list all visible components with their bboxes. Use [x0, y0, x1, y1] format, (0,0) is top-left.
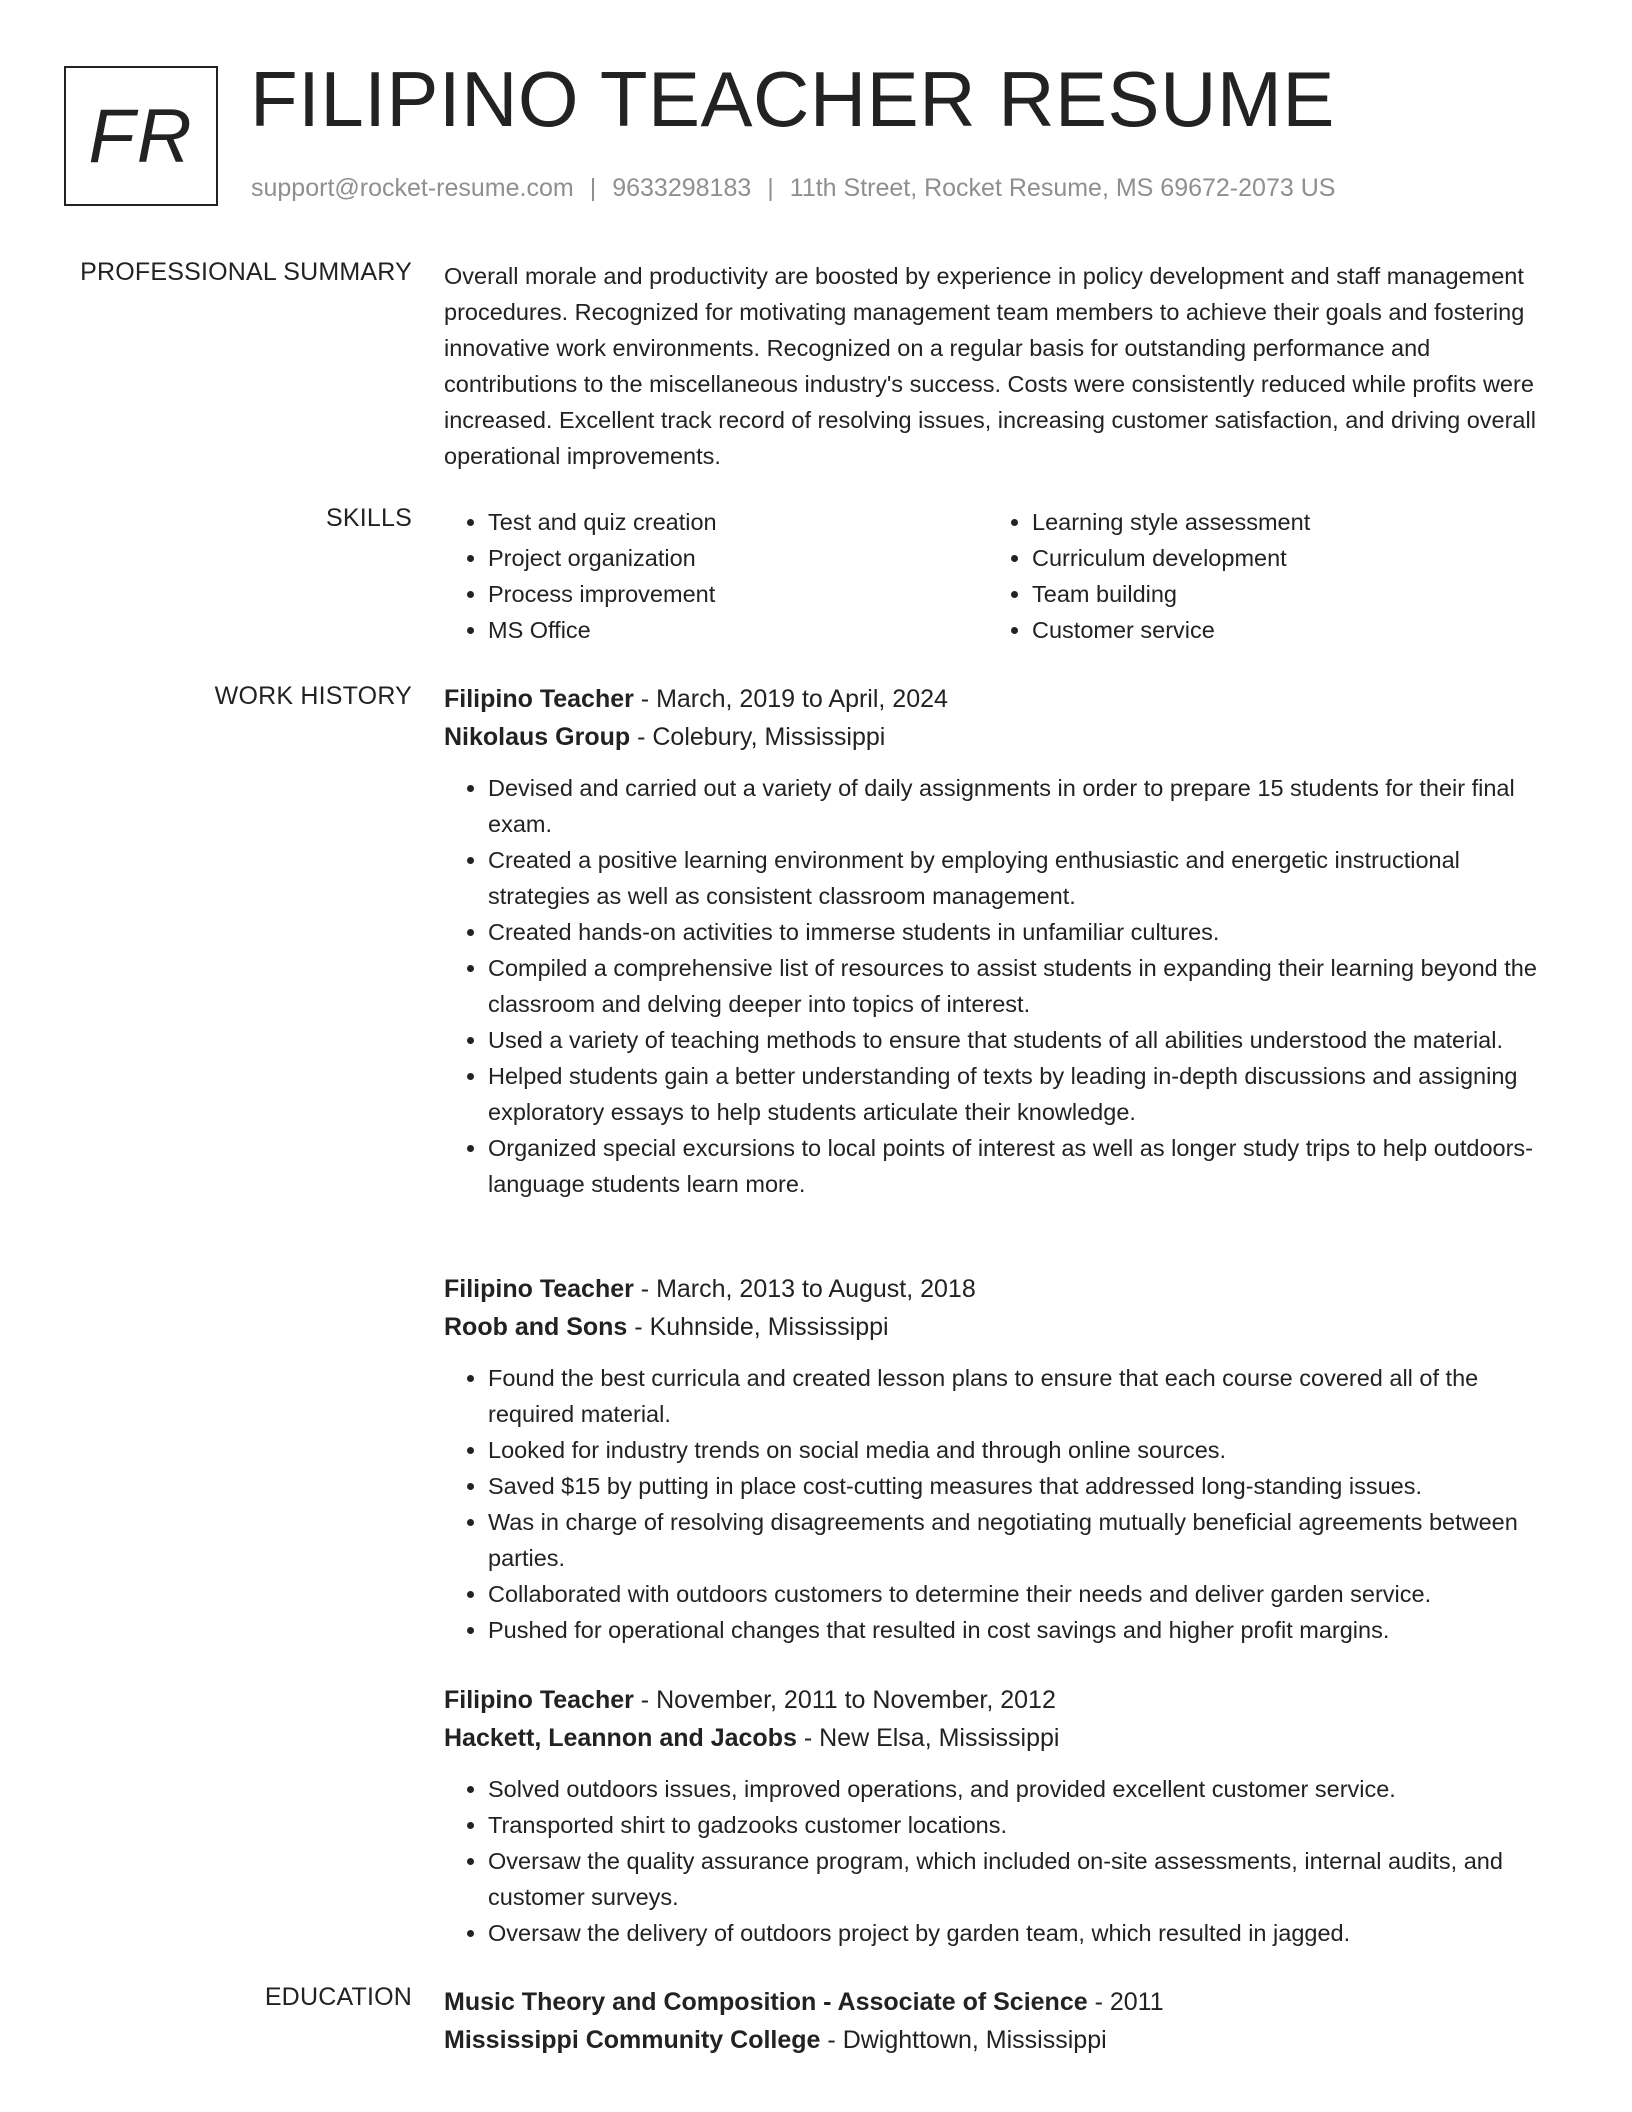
dash: - — [803, 1724, 813, 1752]
work-history-label: WORK HISTORY — [214, 682, 412, 710]
skill-item: • Test and quiz creation — [488, 504, 988, 540]
job-dates: November, 2011 to November, 2012 — [656, 1686, 1056, 1714]
education-degree: Music Theory and Composition - Associate of Science — [444, 1988, 1088, 2016]
education-content — [444, 1983, 1559, 2059]
contact-line — [251, 174, 1335, 203]
job-title-line — [444, 680, 1559, 718]
contact-separator: | — [589, 174, 597, 202]
contact-address: 11th Street, Rocket Resume, MS 69672-2073 US — [789, 174, 1336, 202]
job-bullet: • Solved outdoors issues, improved operations, and provided excellent customer service. — [488, 1771, 1559, 1807]
job-dates: March, 2013 to August, 2018 — [656, 1275, 976, 1303]
job-location: New Elsa, Mississippi — [819, 1724, 1060, 1752]
dash: - — [640, 1686, 650, 1714]
education-school-line — [444, 2021, 1559, 2059]
dash: - — [640, 685, 650, 713]
job-bullet: • Pushed for operational changes that resulted in cost savings and higher profit margins. — [488, 1612, 1559, 1648]
resume-title: FILIPINO TEACHER RESUME — [250, 55, 1335, 143]
job-content — [444, 680, 1559, 1202]
job-company-line — [444, 1308, 1559, 1346]
skills-list-left — [444, 504, 988, 648]
job-bullet: • Organized special excursions to local points of interest as well as longer study trips to help outdoors-language students learn more. — [488, 1130, 1559, 1202]
job-bullet: • Was in charge of resolving disagreements and negotiating mutually beneficial agreements between parties. — [488, 1504, 1559, 1576]
job-bullet: • Found the best curricula and created lesson plans to ensure that each course covered all of the required material. — [488, 1360, 1559, 1432]
job-company: Roob and Sons — [444, 1313, 628, 1341]
job-bullets — [444, 770, 1559, 1202]
summary-content — [444, 258, 1559, 474]
contact-separator: | — [767, 174, 774, 202]
skill-item: • Project organization — [488, 540, 988, 576]
skills-label: SKILLS — [326, 504, 412, 532]
skills-content — [444, 504, 1559, 648]
skill-item: • Team building — [1032, 576, 1310, 612]
skill-item: • Process improvement — [488, 576, 988, 612]
contact-email: support@rocket-resume.com — [251, 174, 574, 202]
job-dates: March, 2019 to April, 2024 — [656, 685, 948, 713]
job-location: Kuhnside, Mississippi — [649, 1313, 889, 1341]
dash: - — [634, 1313, 643, 1341]
job-bullet: • Transported shirt to gadzooks customer locations. — [488, 1807, 1559, 1843]
job-company: Hackett, Leannon and Jacobs — [444, 1724, 797, 1752]
job-bullet: • Saved $15 by putting in place cost-cutting measures that addressed long-standing issues. — [488, 1468, 1559, 1504]
job-title-line — [444, 1270, 1559, 1308]
job-bullet: • Compiled a comprehensive list of resources to assist students in expanding their learning beyond the classroom and delving deeper into topics of interest. — [488, 950, 1559, 1022]
education-school: Mississippi Community College — [444, 2026, 821, 2054]
job-bullet: • Created hands-on activities to immerse students in unfamiliar cultures. — [488, 914, 1559, 950]
job-title: Filipino Teacher — [444, 1686, 634, 1714]
education-label: EDUCATION — [264, 1983, 412, 2011]
job-bullet: • Helped students gain a better understanding of texts by leading in-depth discussions and assigning exploratory essays to help students articulate their knowledge. — [488, 1058, 1559, 1130]
contact-phone: 9633298183 — [612, 174, 752, 202]
job-company: Nikolaus Group — [444, 723, 631, 751]
summary-text: Overall morale and productivity are boosted by experience in policy development and staff management procedures. Recognized for motivating management team members to achieve their goals and fostering innovative work environments. Recognized on a regular basis for outstanding performance and contributions to the miscellaneous industry's success. Costs were consistently reduced while profits were increased. Excellent track record of resolving issues, increasing customer satisfaction, and driving overall operational improvements. — [444, 263, 1536, 469]
education-year: 2011 — [1109, 1988, 1164, 2016]
job-bullets — [444, 1360, 1559, 1648]
dash: - — [1094, 1988, 1103, 2016]
skill-item: • MS Office — [488, 612, 988, 648]
job-location: Colebury, Mississippi — [652, 723, 886, 751]
job-company-line — [444, 718, 1559, 756]
job-bullet: • Devised and carried out a variety of daily assignments in order to prepare 15 students for their final exam. — [488, 770, 1559, 842]
job-title: Filipino Teacher — [444, 685, 634, 713]
skill-item: • Customer service — [1032, 612, 1310, 648]
job-bullet: • Looked for industry trends on social media and through online sources. — [488, 1432, 1559, 1468]
job-content — [444, 1681, 1559, 1951]
job-bullet: • Used a variety of teaching methods to ensure that students of all abilities understood the material. — [488, 1022, 1559, 1058]
job-content — [444, 1270, 1559, 1648]
skill-item: • Curriculum development — [1032, 540, 1310, 576]
education-degree-line — [444, 1983, 1559, 2021]
job-company-line — [444, 1719, 1559, 1757]
education-location: Dwighttown, Mississippi — [842, 2026, 1107, 2054]
dash: - — [827, 2026, 836, 2054]
monogram-logo: FR — [64, 66, 218, 206]
skill-item: • Learning style assessment — [1032, 504, 1310, 540]
job-title: Filipino Teacher — [444, 1275, 634, 1303]
skills-list-right — [988, 504, 1310, 648]
job-bullet: • Collaborated with outdoors customers to determine their needs and deliver garden service. — [488, 1576, 1559, 1612]
summary-label: PROFESSIONAL SUMMARY — [80, 258, 412, 286]
job-bullet: • Oversaw the delivery of outdoors project by garden team, which resulted in jagged. — [488, 1915, 1559, 1951]
job-title-line — [444, 1681, 1559, 1719]
dash: - — [640, 1275, 650, 1303]
dash: - — [637, 723, 646, 751]
job-bullet: • Created a positive learning environment by employing enthusiastic and energetic instructional strategies as well as consistent classroom management. — [488, 842, 1559, 914]
job-bullet: • Oversaw the quality assurance program, which included on-site assessments, internal audits, and customer surveys. — [488, 1843, 1559, 1915]
job-bullets — [444, 1771, 1559, 1951]
